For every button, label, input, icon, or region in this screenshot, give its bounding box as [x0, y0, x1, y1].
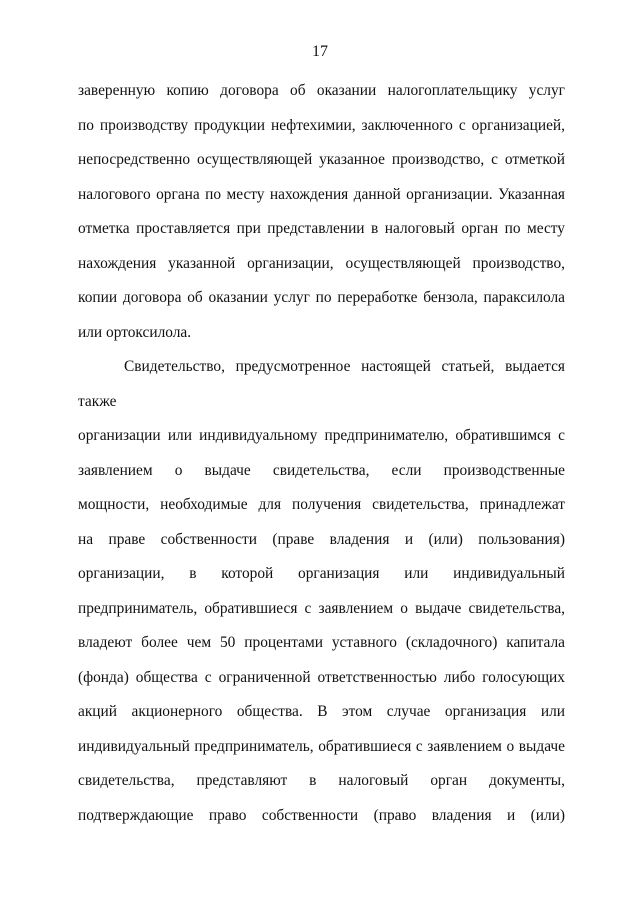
text-line: индивидуальный предприниматель, обратившиеся с заявлением о выдаче	[78, 737, 565, 755]
text-line: непосредственно осуществляющей указанное производство, с отметкой	[78, 151, 565, 168]
text-line: заявлением о выдаче свидетельства, если производственные	[78, 461, 565, 479]
text-line: копии договора об оказании услуг по переработке бензола, параксилола	[78, 289, 565, 306]
text-line: (фонда) общества с ограниченной ответственностью либо голосующих	[78, 668, 565, 686]
text-line: нахождения указанной организации, осуществляющей производство,	[78, 254, 565, 272]
text-line: организации или индивидуальному предпринимателю, обратившимся с	[78, 427, 565, 444]
text-line: или ортоксилола.	[78, 323, 192, 341]
text-line: мощности, необходимые для получения свидетельства, принадлежат	[78, 496, 565, 513]
text-line: предприниматель, обратившиеся с заявлением о выдаче свидетельства,	[78, 599, 565, 617]
text-line: свидетельства, представляют в налоговый орган документы,	[78, 772, 565, 789]
text-line: Свидетельство, предусмотренное настоящей статьей, выдается также	[78, 358, 565, 410]
text-line: налогового органа по месту нахождения данной организации. Указанная	[78, 185, 565, 203]
text-line: владеют более чем 50 процентами уставного (складочного) капитала	[78, 634, 565, 651]
text-line: организации, в которой организация или индивидуальный	[78, 565, 565, 582]
text-line: подтверждающие право собственности (право владения и (или)	[78, 806, 565, 824]
page-number: 17	[312, 43, 328, 60]
text-line: отметка проставляется при представлении в налоговый орган по месту	[78, 220, 565, 237]
text-line: акций акционерного общества. В этом случае организация или	[78, 703, 565, 720]
text-line: по производству продукции нефтехимии, заключенного с организацией,	[78, 116, 565, 134]
text-line: на праве собственности (праве владения и (или) пользования)	[78, 530, 565, 548]
body-text	[78, 74, 565, 833]
text-line: заверенную копию договора об оказании налогоплательщику услуг	[78, 82, 565, 99]
